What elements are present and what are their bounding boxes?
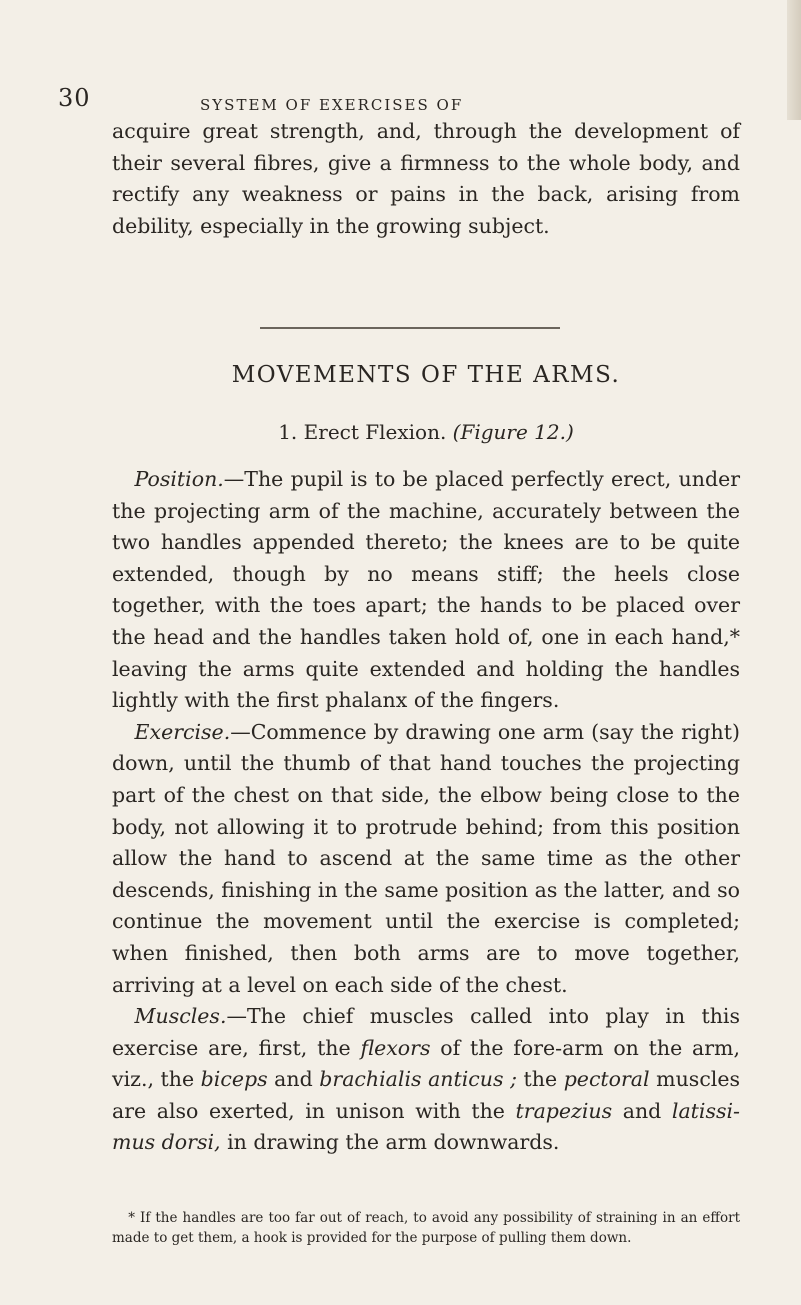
term-pectoral: pectoral xyxy=(563,1067,650,1092)
section-divider xyxy=(260,327,560,329)
muscles-text-2: of the fore-arm on the arm, viz., the xyxy=(112,1035,740,1092)
intro-text: acquire great strength, and, through the development of their several fibres, give a firmness to the whole body, and rectify any weakness or pains in the back, arising from debility, especially in the growing subject. xyxy=(112,119,740,238)
exercise-text: —Commence by drawing one arm (say the right) down, until the thumb of that hand touches the projecting part of the chest on that side, the elbow being close to the body, not allowing it to protrude behind; from this position allow the hand to ascend at the same time as the other descends, finishing in the same position as the latter, and so continue the movement until the exercise is completed; when finished, then both arms are to move together, arriving at a level on each side of the chest. xyxy=(112,719,740,997)
muscles-text-5: muscles are also exerted, in unison with the xyxy=(112,1067,741,1123)
term-biceps: biceps xyxy=(200,1067,268,1092)
subsection-heading xyxy=(112,420,740,444)
term-flexors: flexors xyxy=(360,1035,431,1060)
subsection-title: Erect Flexion. xyxy=(303,420,447,444)
position-paragraph xyxy=(112,464,740,717)
term-brachialis: brachialis anticus ; xyxy=(319,1067,517,1092)
muscles-lead: Muscles. xyxy=(134,1004,227,1029)
main-text xyxy=(112,464,740,1159)
section-title: MOVEMENTS OF THE ARMS. xyxy=(231,362,621,388)
exercise-paragraph xyxy=(112,717,740,1001)
muscles-text-4: the xyxy=(516,1067,564,1092)
muscles-text-6: and xyxy=(612,1098,672,1123)
subsection-number: 1. xyxy=(278,420,298,444)
exercise-lead: Exercise. xyxy=(134,719,231,744)
position-lead: Position. xyxy=(134,467,224,491)
intro-paragraph xyxy=(112,116,740,242)
footnote: * If the handles are too far out of reach, to avoid any possibility of straining in an effort made to get them, a hook is provided for the purpose of pulling them down. xyxy=(112,1210,740,1246)
figure-reference: (Figure 12.) xyxy=(452,420,574,444)
term-trapezius: trapezius xyxy=(515,1098,613,1123)
page-number: 30 xyxy=(58,84,91,112)
muscles-text-1: —The chief muscles called into play in this exercise are, first, the xyxy=(112,1004,740,1060)
term-latissimus: latissi- mus dorsi, xyxy=(112,1098,740,1155)
position-text: —The pupil is to be placed perfectly erect, under the projecting arm of the machine, accurately between the two handles appended thereto; the knees are to be quite extended, though by no means stiff; the heels close together, with the toes apart; the hands to be placed over the head and the handles taken hold of, one in each hand,* leaving the arms quite extended and holding the handles lightly with the first phalanx of the fingers. xyxy=(112,467,740,713)
running-head: SYSTEM OF EXERCISES OF xyxy=(200,96,464,114)
muscles-text-7: in drawing the arm downwards. xyxy=(220,1130,560,1155)
muscles-text-3: and xyxy=(267,1067,320,1092)
page-edge xyxy=(787,0,801,120)
muscles-paragraph xyxy=(112,1001,740,1159)
